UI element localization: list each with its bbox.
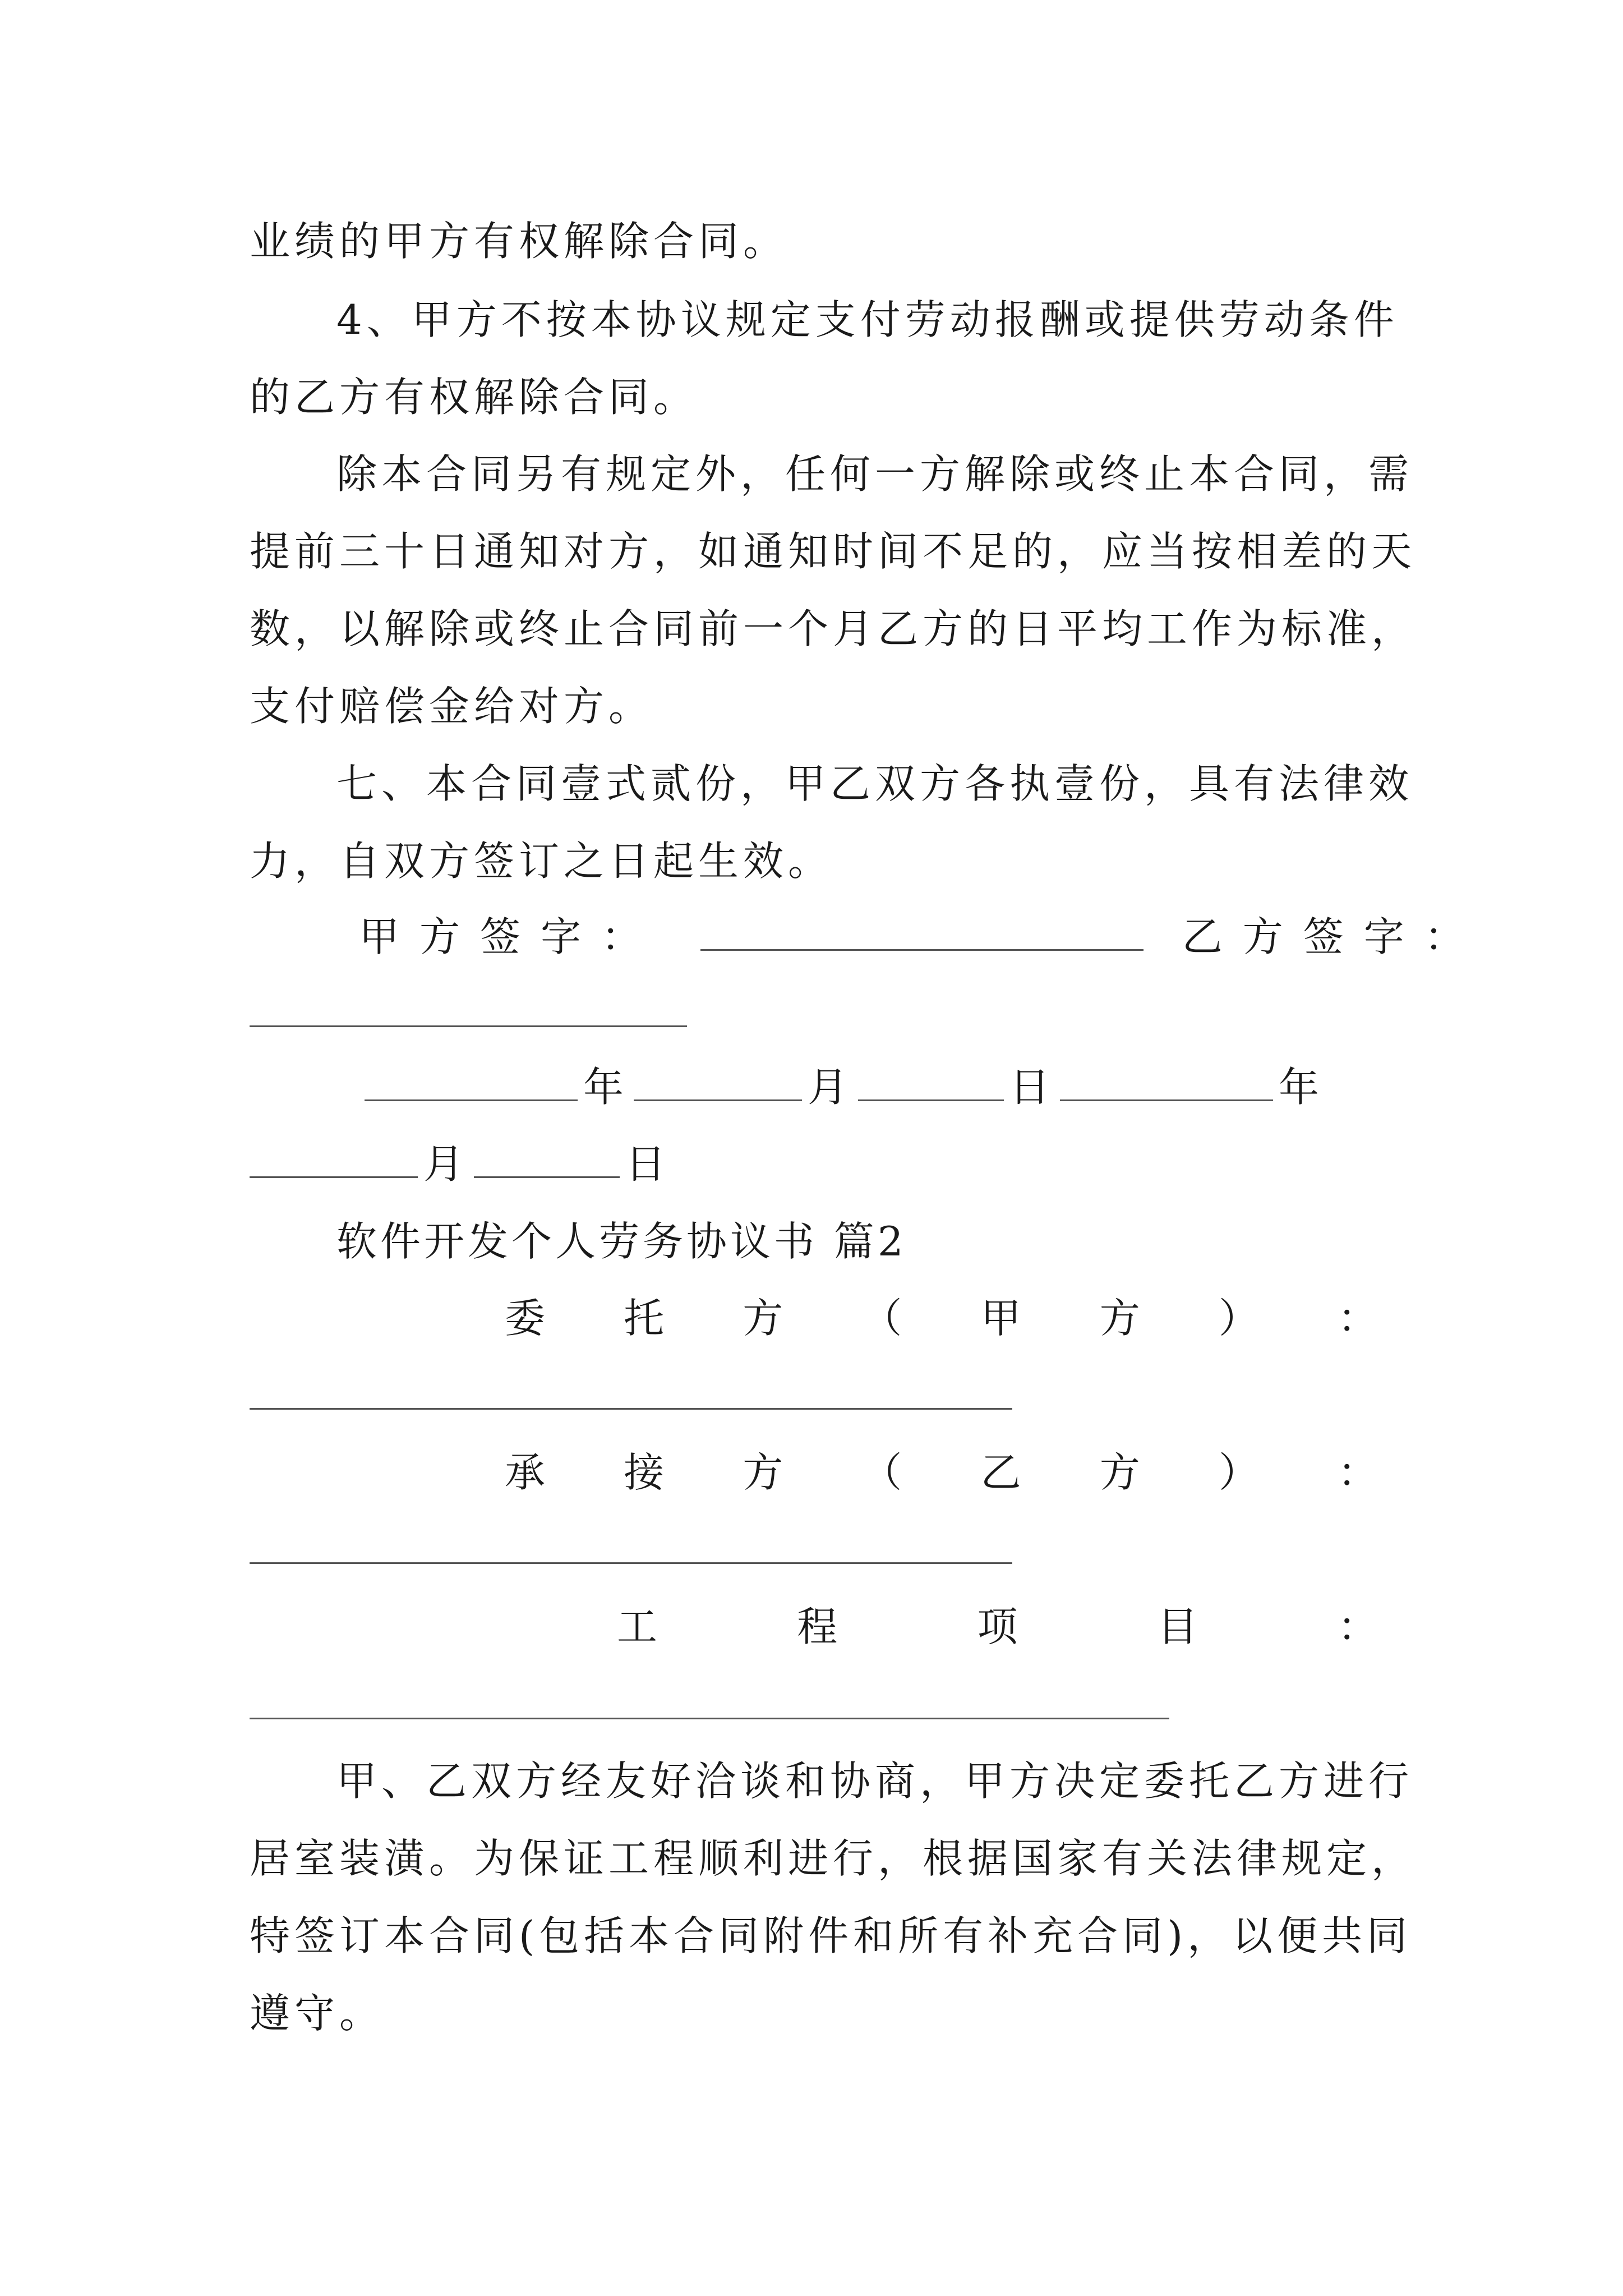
text-line: 七、本合同壹式贰份，甲乙双方各执壹份，具有法律效	[336, 760, 1414, 807]
party-a-signature-blank	[700, 915, 1144, 951]
party-b-signature-label: 乙方签字：	[1182, 913, 1485, 960]
date-row	[359, 1062, 1382, 1112]
client-party-blank	[250, 1408, 1012, 1410]
text-line: 遵守。	[250, 1990, 385, 2037]
text-line: 提前三十日通知对方，如通知时间不足的，应当按相差的天	[250, 528, 1417, 575]
text-line: 数，以解除或终止合同前一个月乙方的日平均工作为标准，	[250, 605, 1417, 652]
day-label: 日	[625, 1140, 671, 1188]
party-a-signature-label: 甲方签字：	[359, 913, 662, 960]
contractor-party-label: 承 接 方 （ 乙 方 ） ：	[505, 1449, 1382, 1496]
client-party-label: 委 托 方 （ 甲 方 ） ：	[505, 1295, 1382, 1342]
year-blank	[1060, 1066, 1273, 1101]
day-blank	[474, 1143, 620, 1178]
day-blank	[858, 1066, 1004, 1101]
month-blank	[250, 1143, 418, 1178]
text-line: 4、甲方不按本协议规定支付劳动报酬或提供劳动条件	[336, 296, 1399, 343]
text-line: 甲、乙双方经友好洽谈和协商，甲方决定委托乙方进行	[336, 1757, 1414, 1805]
signature-row	[359, 912, 1485, 962]
text-line: 业绩的甲方有权解除合同。	[250, 218, 789, 265]
month-label: 月	[423, 1140, 469, 1188]
party-b-signature-blank	[250, 1025, 687, 1027]
section-title: 软件开发个人劳务协议书 篇2	[336, 1218, 907, 1265]
month-blank	[634, 1066, 802, 1101]
year-label: 年	[1279, 1064, 1324, 1111]
year-label: 年	[583, 1064, 629, 1111]
project-label: 工 程 项 目 ：	[617, 1603, 1382, 1650]
text-line: 居室装潢。为保证工程顺利进行，根据国家有关法律规定，	[250, 1835, 1417, 1882]
text-line: 除本合同另有规定外，任何一方解除或终止本合同，需	[336, 450, 1414, 498]
text-line: 的乙方有权解除合同。	[250, 374, 699, 421]
contractor-party-blank	[250, 1562, 1012, 1564]
text-line: 支付赔偿金给对方。	[250, 683, 654, 730]
date-row	[250, 1139, 1382, 1189]
month-label: 月	[808, 1064, 853, 1111]
text-line: 力，自双方签订之日起生效。	[250, 838, 833, 885]
day-label: 日	[1009, 1064, 1055, 1111]
project-blank	[250, 1718, 1169, 1719]
text-line: 特签订本合同(包括本合同附件和所有补充合同)，以便共同	[250, 1912, 1412, 1959]
year-blank	[365, 1066, 578, 1101]
